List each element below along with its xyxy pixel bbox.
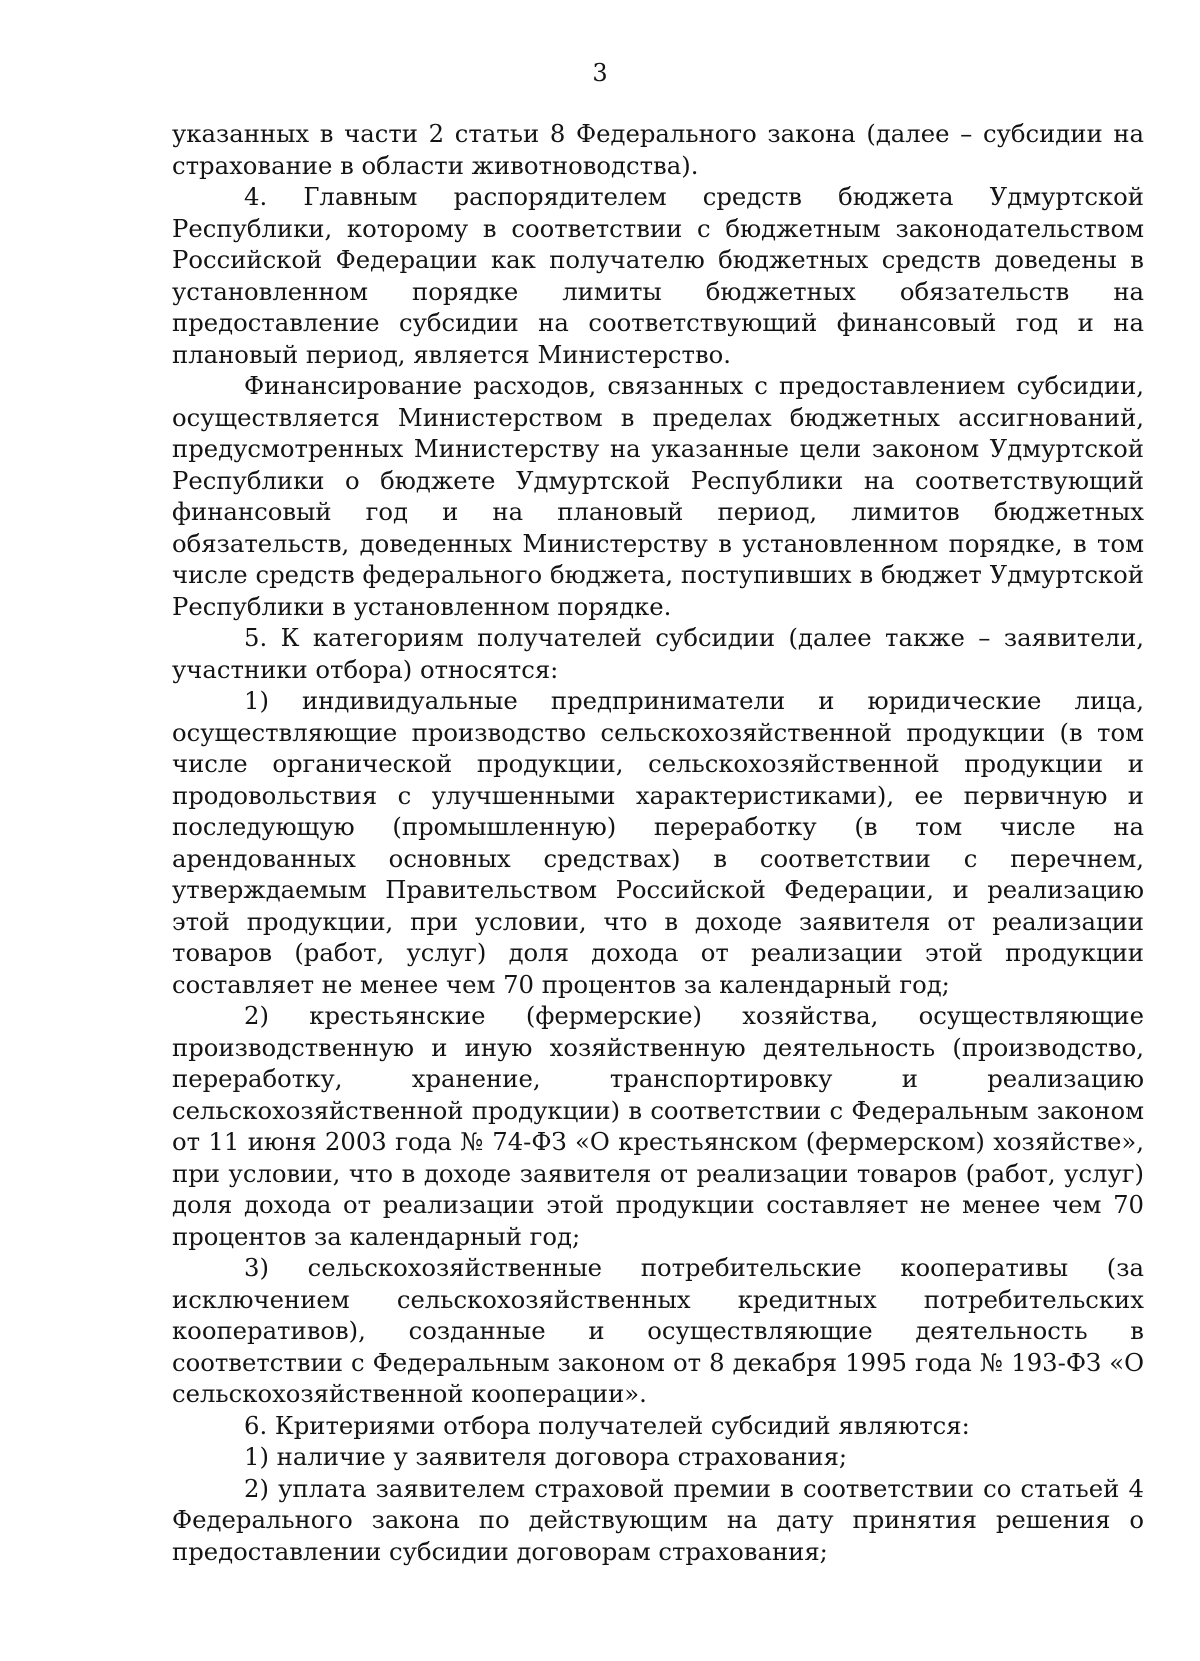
paragraph-item-6-1: 1) наличие у заявителя договора страхования; <box>244 1442 848 1471</box>
paragraph-item-5-1: 1) индивидуальные предприниматели и юридические лица, осуществляющие производство сельскохозяйственной продукции (в том числе органической продукции, сельскохозяйственной продукции и продовольствия с улучшенными характеристиками), ее первичную и последующую (промышленную) переработку (в том числе на арендованных основных средствах) в соответствии с перечнем, утверждаемым Правительством Российской Федерации, и реализацию этой продукции, при условии, что в доходе заявителя от реализации товаров (работ, услуг) доля дохода от реализации этой продукции составляет не менее чем 70 процентов за календарный год; <box>172 686 1144 999</box>
paragraph-item-6: 6. Критериями отбора получателей субсидий являются: <box>244 1410 970 1440</box>
paragraph-financing: Финансирование расходов, связанных с предоставлением субсидии, осуществляется Министерством в пределах бюджетных ассигнований, предусмотренных Министерству на указанные цели законом Удмуртской Республики о бюджете Удмуртской Республики на соответствующий финансовый год и на плановый период, лимитов бюджетных обязательств, доведенных Министерству в установленном порядке, в том числе средств федерального бюджета, поступивших в бюджет Удмуртской Республики в установленном порядке. <box>172 371 1144 621</box>
paragraph-item-5: 5. К категориям получателей субсидии (далее также – заявители, участники отбора) относятся: <box>172 623 1144 684</box>
paragraph-item-6-2: 2) уплата заявителем страховой премии в соответствии со статьей 4 Федерального закона по действующим на дату принятия решения о предоставлении субсидии договорам страхования; <box>172 1473 1144 1566</box>
paragraph-item-5-2: 2) крестьянские (фермерские) хозяйства, осуществляющие производственную и иную хозяйственную деятельность (производство, переработку, хранение, транспортировку и реализацию сельскохозяйственной продукции) в соответствии с Федеральным законом от 11 июня 2003 года № 74-ФЗ «О крестьянском (фермерском) хозяйстве», при условии, что в доходе заявителя от реализации товаров (работ, услуг) доля дохода от реализации этой продукции составляет не менее чем 70 процентов за календарный год; <box>172 1001 1144 1251</box>
paragraph-continuation: указанных в части 2 статьи 8 Федерального закона (далее – субсидии на страхование в области животноводства). <box>172 119 1144 180</box>
page-number: 3 <box>592 59 608 87</box>
paragraph-item-4: 4. Главным распорядителем средств бюджета Удмуртской Республики, которому в соответствии с бюджетным законодательством Российской Федерации как получателю бюджетных средств доведены в установленном порядке лимиты бюджетных обязательств на предоставление субсидии на соответствующий финансовый год и на плановый период, является Министерство. <box>172 182 1144 369</box>
paragraph-item-5-3: 3) сельскохозяйственные потребительские кооперативы (за исключением сельскохозяйственных кредитных потребительских кооперативов), созданные и осуществляющие деятельность в соответствии с Федеральным законом от 8 декабря 1995 года № 193-ФЗ «О сельскохозяйственной кооперации». <box>172 1253 1144 1408</box>
document-body <box>172 118 1144 1567</box>
